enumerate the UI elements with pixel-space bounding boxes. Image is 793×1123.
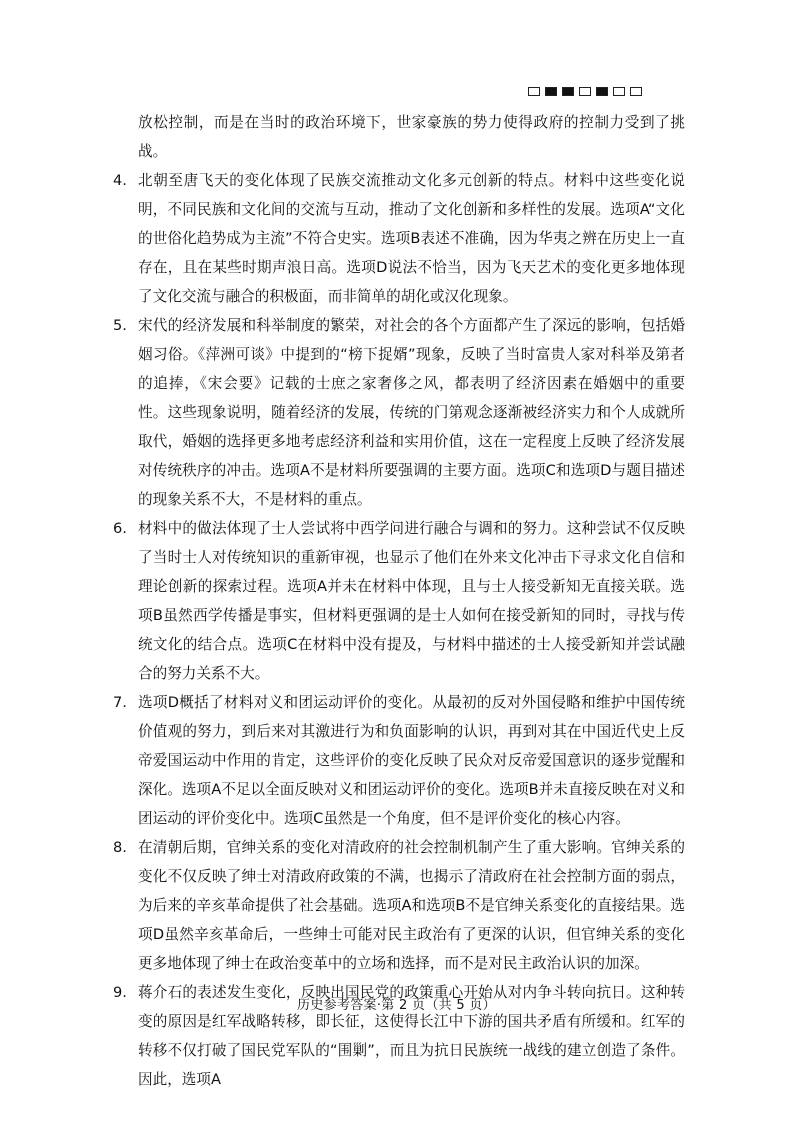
- empty-square-mark: [630, 87, 642, 96]
- empty-square-mark: [579, 87, 591, 96]
- item-number: 6.: [113, 520, 127, 537]
- item-number: 7.: [113, 694, 127, 711]
- filled-square-mark: [545, 87, 557, 96]
- answer-item-8: [113, 833, 685, 978]
- answer-item-5: [113, 311, 685, 514]
- continuation-paragraph: 放松控制，而是在当时的政治环境下，世家豪族的势力使得政府的控制力受到了挑战。: [138, 114, 685, 160]
- empty-square-mark: [613, 87, 625, 96]
- answer-content: [113, 108, 685, 1094]
- header-marks: [528, 87, 642, 99]
- item-number: 5.: [113, 317, 127, 334]
- item-number: 4.: [113, 172, 127, 189]
- answer-item-7: [113, 688, 685, 833]
- page-footer: 历史参考答案·第 2 页（共 5 页）: [297, 998, 496, 1013]
- item-text: 材料中的做法体现了士人尝试将中西学问进行融合与调和的努力。这种尝试不仅反映了当时士人对传统知识的重新审视，也显示了他们在外来文化冲击下寻求文化自信和理论创新的探索过程。选项A并未在材料中体现，且与士人接受新知无直接关联。选项B虽然西学传播是事实，但材料更强调的是士人如何在接受新知的同时，寻找与传统文化的结合点。选项C在材料中没有提及，与材料中描述的士人接受新知并尝试融合的努力关系不大。: [138, 520, 685, 682]
- answer-item-6: [113, 514, 685, 688]
- empty-square-mark: [528, 87, 540, 96]
- item-text: 宋代的经济发展和科举制度的繁荣，对社会的各个方面都产生了深远的影响，包括婚姻习俗。《萍洲可谈》中提到的“榜下捉婿”现象，反映了当时富贵人家对科举及第者的追捧，《宋会要》记载的士庶之家奢侈之风，都表明了经济因素在婚姻中的重要性。这些现象说明，随着经济的发展，传统的门第观念逐渐被经济实力和个人成就所取代，婚姻的选择更多地考虑经济利益和实用价值，这在一定程度上反映了经济发展对传统秩序的冲击。选项A不是材料所要强调的主要方面。选项C和选项D与题目描述的现象关系不大，不是材料的重点。: [138, 317, 685, 508]
- item-text: 选项D概括了材料对义和团运动评价的变化。从最初的反对外国侵略和维护中国传统价值观的努力，到后来对其激进行为和负面影响的认识，再到对其在中国近代史上反帝爱国运动中作用的肯定，这些评价的变化反映了民众对反帝爱国意识的逐步觉醒和深化。选项A不足以全面反映对义和团运动评价的变化。选项B并未直接反映在对义和团运动的评价变化中。选项C虽然是一个角度，但不是评价变化的核心内容。: [138, 694, 685, 827]
- item-text: 北朝至唐飞天的变化体现了民族交流推动文化多元创新的特点。材料中这些变化说明，不同民族和文化间的交流与互动，推动了文化创新和多样性的发展。选项A“文化的世俗化趋势成为主流”不符合史实。选项B表述不准确，因为华夷之辨在历史上一直存在，且在某些时期声浪日高。选项D说法不恰当，因为飞天艺术的变化更多地体现了文化交流与融合的积极面，而非简单的胡化或汉化现象。: [138, 172, 685, 305]
- answer-item-4: [113, 166, 685, 311]
- filled-square-mark: [596, 87, 608, 96]
- filled-square-mark: [562, 87, 574, 96]
- item-text: 在清朝后期，官绅关系的变化对清政府的社会控制机制产生了重大影响。官绅关系的变化不仅反映了绅士对清政府政策的不满，也揭示了清政府在社会控制方面的弱点，为后来的辛亥革命提供了社会基础。选项A和选项B不是官绅关系变化的直接结果。选项D虽然辛亥革命后，一些绅士可能对民主政治有了更深的认识，但官绅关系的变化更多地体现了绅士在政治变革中的立场和选择，而不是对民主政治认识的加深。: [138, 839, 685, 972]
- item-number: 8.: [113, 839, 127, 856]
- item-number: 9.: [113, 984, 127, 1001]
- item-text: 蒋介石的表述发生变化，反映出国民党的政策重心开始从对内争斗转向抗日。这种转变的原因是红军战略转移，即长征，这使得长江中下游的国共矛盾有所缓和。红军的转移不仅打破了国民党军队的“围剿”，而且为抗日民族统一战线的建立创造了条件。因此，选项A: [138, 984, 685, 1088]
